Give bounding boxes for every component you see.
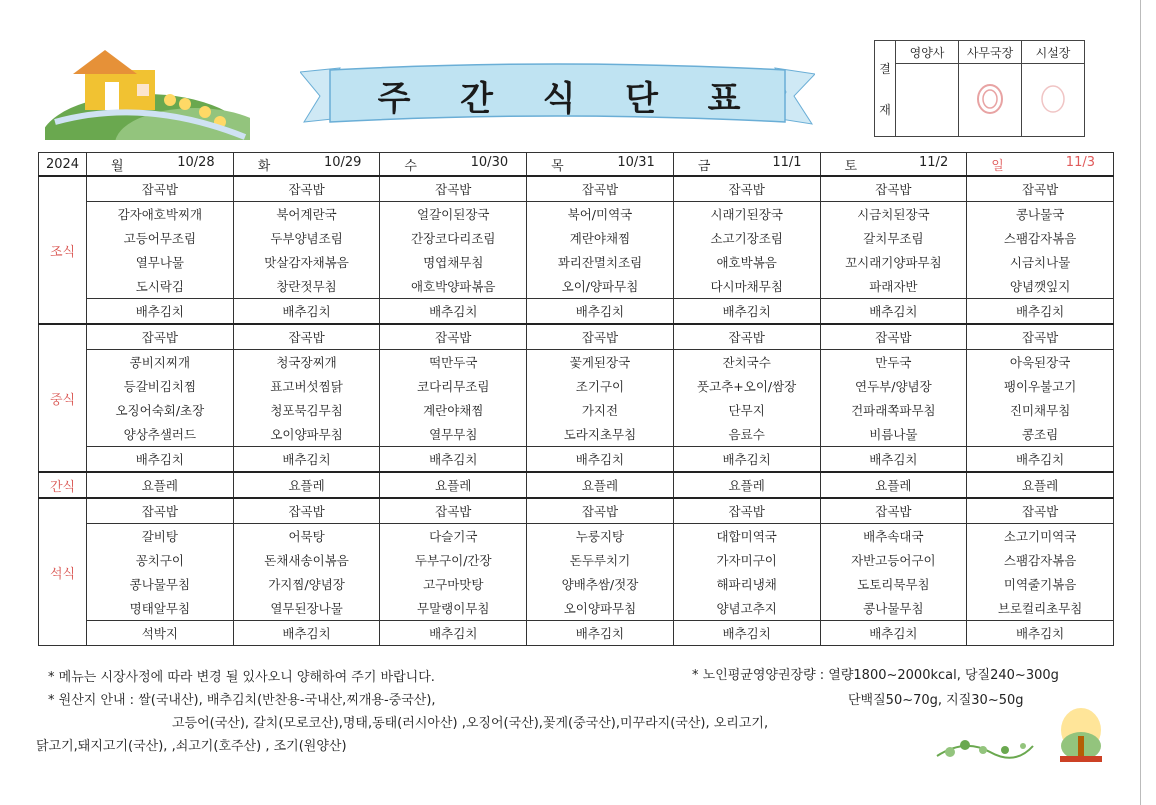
menu-cell: 배추김치 xyxy=(380,621,527,646)
menu-row xyxy=(39,202,1114,227)
seal-stamp xyxy=(975,82,1005,116)
menu-cell: 배추김치 xyxy=(87,447,234,473)
menu-cell: 풋고추+오이/쌈장 xyxy=(673,374,820,398)
signature-cell xyxy=(1022,64,1085,137)
menu-cell: 배추김치 xyxy=(967,447,1114,473)
menu-cell: 배추김치 xyxy=(673,621,820,646)
menu-row xyxy=(39,226,1114,250)
menu-cell: 잡곡밥 xyxy=(820,176,967,202)
menu-cell: 양상추샐러드 xyxy=(87,422,234,447)
page-edge-line xyxy=(1140,0,1141,805)
menu-cell: 도토리묵무침 xyxy=(820,572,967,596)
menu-cell: 요플레 xyxy=(87,472,234,498)
vine-decoration xyxy=(935,728,1035,764)
menu-cell: 잡곡밥 xyxy=(820,324,967,350)
menu-cell: 배추김치 xyxy=(673,447,820,473)
title-char: 식 xyxy=(542,78,578,119)
menu-cell: 다시마채무침 xyxy=(673,274,820,299)
menu-cell: 스팸감자볶음 xyxy=(967,226,1114,250)
menu-cell: 조기구이 xyxy=(527,374,674,398)
menu-cell: 잡곡밥 xyxy=(233,324,380,350)
signature-cell xyxy=(896,64,959,137)
nutrition-line: * 노인평균영양권장량 : 열량1800~2000kcal, 당질240~300g xyxy=(692,668,1059,683)
menu-cell: 얼갈이된장국 xyxy=(380,202,527,227)
menu-cell: 배추김치 xyxy=(967,299,1114,325)
title-char: 표 xyxy=(707,78,743,119)
menu-cell: 연두부/양념장 xyxy=(820,374,967,398)
menu-row xyxy=(39,524,1114,549)
menu-cell: 만두국 xyxy=(820,350,967,375)
signature-cell xyxy=(959,64,1022,137)
day-header: 토 11/2 xyxy=(820,153,967,177)
menu-cell: 꽁치구이 xyxy=(87,548,234,572)
menu-cell: 배추김치 xyxy=(820,299,967,325)
menu-cell: 비름나물 xyxy=(820,422,967,447)
menu-cell: 무말랭이무침 xyxy=(380,596,527,621)
meal-label-breakfast: 조식 xyxy=(39,176,87,324)
menu-cell: 음료수 xyxy=(673,422,820,447)
menu-cell: 잡곡밥 xyxy=(87,176,234,202)
menu-cell: 누룽지탕 xyxy=(527,524,674,549)
menu-cell: 꽈리잔멸치조림 xyxy=(527,250,674,274)
menu-cell: 애호박볶음 xyxy=(673,250,820,274)
approval-role-facility-head: 시설장 xyxy=(1022,41,1085,64)
menu-cell: 잡곡밥 xyxy=(967,176,1114,202)
nutrition-note xyxy=(692,663,1059,713)
year-cell: 2024 xyxy=(39,153,87,177)
menu-cell: 요플레 xyxy=(820,472,967,498)
menu-cell: 북어/미역국 xyxy=(527,202,674,227)
menu-cell: 잡곡밥 xyxy=(87,498,234,524)
menu-cell: 잡곡밥 xyxy=(380,176,527,202)
menu-cell: 배추김치 xyxy=(527,621,674,646)
menu-cell: 청국장찌개 xyxy=(233,350,380,375)
menu-cell: 계란야채찜 xyxy=(380,398,527,422)
menu-row xyxy=(39,398,1114,422)
menu-cell: 명태알무침 xyxy=(87,596,234,621)
approval-role-director: 사무국장 xyxy=(959,41,1022,64)
menu-cell: 잡곡밥 xyxy=(673,498,820,524)
menu-row xyxy=(39,350,1114,375)
menu-row xyxy=(39,472,1114,498)
menu-cell: 간장코다리조림 xyxy=(380,226,527,250)
menu-cell: 배추김치 xyxy=(233,621,380,646)
menu-row xyxy=(39,299,1114,325)
menu-cell: 양념고추지 xyxy=(673,596,820,621)
menu-cell: 잡곡밥 xyxy=(233,176,380,202)
title-char: 간 xyxy=(460,78,495,119)
menu-cell: 잡곡밥 xyxy=(967,498,1114,524)
menu-row xyxy=(39,176,1114,202)
note-origin-cont: 고등어(국산), 갈치(모로코산),명태,동태(러시아산) ,오징어(국산),꽃게(중국산),미꾸라지(국산), 오리고기, xyxy=(172,716,769,731)
tree-decoration xyxy=(1058,706,1104,764)
menu-cell: 요플레 xyxy=(527,472,674,498)
menu-cell: 대합미역국 xyxy=(673,524,820,549)
menu-cell: 콩조림 xyxy=(967,422,1114,447)
menu-cell: 잡곡밥 xyxy=(527,176,674,202)
menu-cell: 오이양파무침 xyxy=(527,596,674,621)
menu-cell: 콩나물무침 xyxy=(820,596,967,621)
menu-row xyxy=(39,447,1114,473)
menu-cell: 잡곡밥 xyxy=(380,324,527,350)
menu-cell: 코다리무조림 xyxy=(380,374,527,398)
menu-cell: 콩나물국 xyxy=(967,202,1114,227)
day-header: 금 11/1 xyxy=(673,153,820,177)
day-header-sunday: 일 11/3 xyxy=(967,153,1114,177)
menu-cell: 가지찜/양념장 xyxy=(233,572,380,596)
menu-cell: 콩나물무침 xyxy=(87,572,234,596)
menu-cell: 시래기된장국 xyxy=(673,202,820,227)
menu-cell: 오이/양파무침 xyxy=(527,274,674,299)
menu-row xyxy=(39,548,1114,572)
menu-cell: 잡곡밥 xyxy=(233,498,380,524)
menu-cell: 열무나물 xyxy=(87,250,234,274)
menu-cell: 청포묵김무침 xyxy=(233,398,380,422)
seal-stamp xyxy=(1038,82,1068,116)
menu-cell: 갈치무조림 xyxy=(820,226,967,250)
menu-cell: 양배추쌈/젓장 xyxy=(527,572,674,596)
menu-cell: 열무된장나물 xyxy=(233,596,380,621)
day-header: 월 10/28 xyxy=(87,153,234,177)
menu-cell: 양념깻잎지 xyxy=(967,274,1114,299)
menu-cell: 배추김치 xyxy=(380,447,527,473)
menu-cell: 진미채무침 xyxy=(967,398,1114,422)
menu-row xyxy=(39,572,1114,596)
menu-cell: 잡곡밥 xyxy=(87,324,234,350)
menu-cell: 계란야채찜 xyxy=(527,226,674,250)
menu-cell: 맛살감자채볶음 xyxy=(233,250,380,274)
menu-cell: 소고기미역국 xyxy=(967,524,1114,549)
menu-cell: 스팸감자볶음 xyxy=(967,548,1114,572)
menu-cell: 다슬기국 xyxy=(380,524,527,549)
menu-cell: 잡곡밥 xyxy=(527,498,674,524)
menu-cell: 도라지초무침 xyxy=(527,422,674,447)
day-header: 목 10/31 xyxy=(527,153,674,177)
approval-box xyxy=(874,40,1085,137)
menu-cell: 꼬시래기양파무침 xyxy=(820,250,967,274)
weekly-menu-table xyxy=(38,152,1114,646)
menu-cell: 콩비지찌개 xyxy=(87,350,234,375)
menu-cell: 가자미구이 xyxy=(673,548,820,572)
menu-cell: 오이양파무침 xyxy=(233,422,380,447)
menu-cell: 배추김치 xyxy=(527,299,674,325)
menu-cell: 등갈비김치찜 xyxy=(87,374,234,398)
title-char: 주 xyxy=(377,78,413,119)
menu-cell: 자반고등어구이 xyxy=(820,548,967,572)
house-hill-illustration xyxy=(45,42,250,140)
meal-label-dinner: 석식 xyxy=(39,498,87,646)
menu-cell: 잡곡밥 xyxy=(380,498,527,524)
title-char: 단 xyxy=(625,78,660,119)
menu-cell: 잡곡밥 xyxy=(527,324,674,350)
menu-cell: 배추김치 xyxy=(967,621,1114,646)
menu-cell: 오징어숙회/초장 xyxy=(87,398,234,422)
menu-row xyxy=(39,621,1114,646)
menu-cell: 떡만두국 xyxy=(380,350,527,375)
menu-cell: 배추김치 xyxy=(673,299,820,325)
menu-cell: 파래자반 xyxy=(820,274,967,299)
menu-cell: 아욱된장국 xyxy=(967,350,1114,375)
menu-cell: 석박지 xyxy=(87,621,234,646)
menu-cell: 돈채새송이볶음 xyxy=(233,548,380,572)
menu-cell: 갈비탕 xyxy=(87,524,234,549)
day-header: 수 10/30 xyxy=(380,153,527,177)
menu-cell: 잔치국수 xyxy=(673,350,820,375)
menu-cell: 잡곡밥 xyxy=(673,176,820,202)
day-header: 화 10/29 xyxy=(233,153,380,177)
approval-side-label: 결 재 xyxy=(875,41,896,137)
menu-cell: 애호박양파볶음 xyxy=(380,274,527,299)
menu-row xyxy=(39,250,1114,274)
notes-block xyxy=(36,666,769,758)
menu-cell: 요플레 xyxy=(967,472,1114,498)
menu-cell: 창란젓무침 xyxy=(233,274,380,299)
menu-cell: 두부양념조림 xyxy=(233,226,380,250)
menu-cell: 잡곡밥 xyxy=(967,324,1114,350)
nutrition-line: 단백질50~70g, 지질30~50g xyxy=(848,693,1024,708)
menu-cell: 감자애호박찌개 xyxy=(87,202,234,227)
menu-cell: 건파래쪽파무침 xyxy=(820,398,967,422)
menu-row xyxy=(39,324,1114,350)
menu-cell: 배추김치 xyxy=(820,621,967,646)
approval-role-nutritionist: 영양사 xyxy=(896,41,959,64)
menu-cell: 배추김치 xyxy=(527,447,674,473)
menu-row xyxy=(39,596,1114,621)
menu-cell: 가지전 xyxy=(527,398,674,422)
menu-cell: 배추속대국 xyxy=(820,524,967,549)
menu-cell: 표고버섯찜닭 xyxy=(233,374,380,398)
menu-cell: 브로컬리초무침 xyxy=(967,596,1114,621)
meal-label-lunch: 중식 xyxy=(39,324,87,472)
menu-row xyxy=(39,374,1114,398)
menu-cell: 돈두루치기 xyxy=(527,548,674,572)
menu-cell: 시금치된장국 xyxy=(820,202,967,227)
menu-cell: 단무지 xyxy=(673,398,820,422)
menu-cell: 시금치나물 xyxy=(967,250,1114,274)
note-origin: * 원산지 안내 : 쌀(국내산), 배추김치(반찬용-국내산,찌개용-중국산), xyxy=(48,693,436,708)
menu-row xyxy=(39,422,1114,447)
menu-cell: 잡곡밥 xyxy=(820,498,967,524)
note-menu-change: * 메뉴는 시장사정에 따라 변경 될 있사오니 양해하여 주기 바랍니다. xyxy=(48,670,435,685)
menu-cell: 소고기장조림 xyxy=(673,226,820,250)
menu-cell: 배추김치 xyxy=(820,447,967,473)
menu-cell: 미역줄기볶음 xyxy=(967,572,1114,596)
menu-cell: 배추김치 xyxy=(233,447,380,473)
menu-row xyxy=(39,274,1114,299)
menu-cell: 배추김치 xyxy=(87,299,234,325)
menu-cell: 도시락김 xyxy=(87,274,234,299)
menu-cell: 잡곡밥 xyxy=(673,324,820,350)
menu-row xyxy=(39,498,1114,524)
menu-cell: 북어계란국 xyxy=(233,202,380,227)
menu-cell: 어묵탕 xyxy=(233,524,380,549)
menu-cell: 배추김치 xyxy=(233,299,380,325)
menu-cell: 열무무침 xyxy=(380,422,527,447)
menu-cell: 요플레 xyxy=(673,472,820,498)
menu-cell: 꽃게된장국 xyxy=(527,350,674,375)
menu-cell: 배추김치 xyxy=(380,299,527,325)
menu-cell: 두부구이/간장 xyxy=(380,548,527,572)
note-origin-cont: 닭고기,돼지고기(국산), ,쇠고기(호주산) , 조기(원양산) xyxy=(36,739,347,754)
menu-cell: 명엽채무침 xyxy=(380,250,527,274)
menu-cell: 고구마맛탕 xyxy=(380,572,527,596)
header-row xyxy=(39,153,1114,177)
menu-cell: 요플레 xyxy=(380,472,527,498)
menu-cell: 고등어무조림 xyxy=(87,226,234,250)
menu-cell: 해파리냉채 xyxy=(673,572,820,596)
menu-cell: 요플레 xyxy=(233,472,380,498)
menu-cell: 팽이우불고기 xyxy=(967,374,1114,398)
page-title xyxy=(370,70,750,120)
meal-label-snack: 간식 xyxy=(39,472,87,498)
